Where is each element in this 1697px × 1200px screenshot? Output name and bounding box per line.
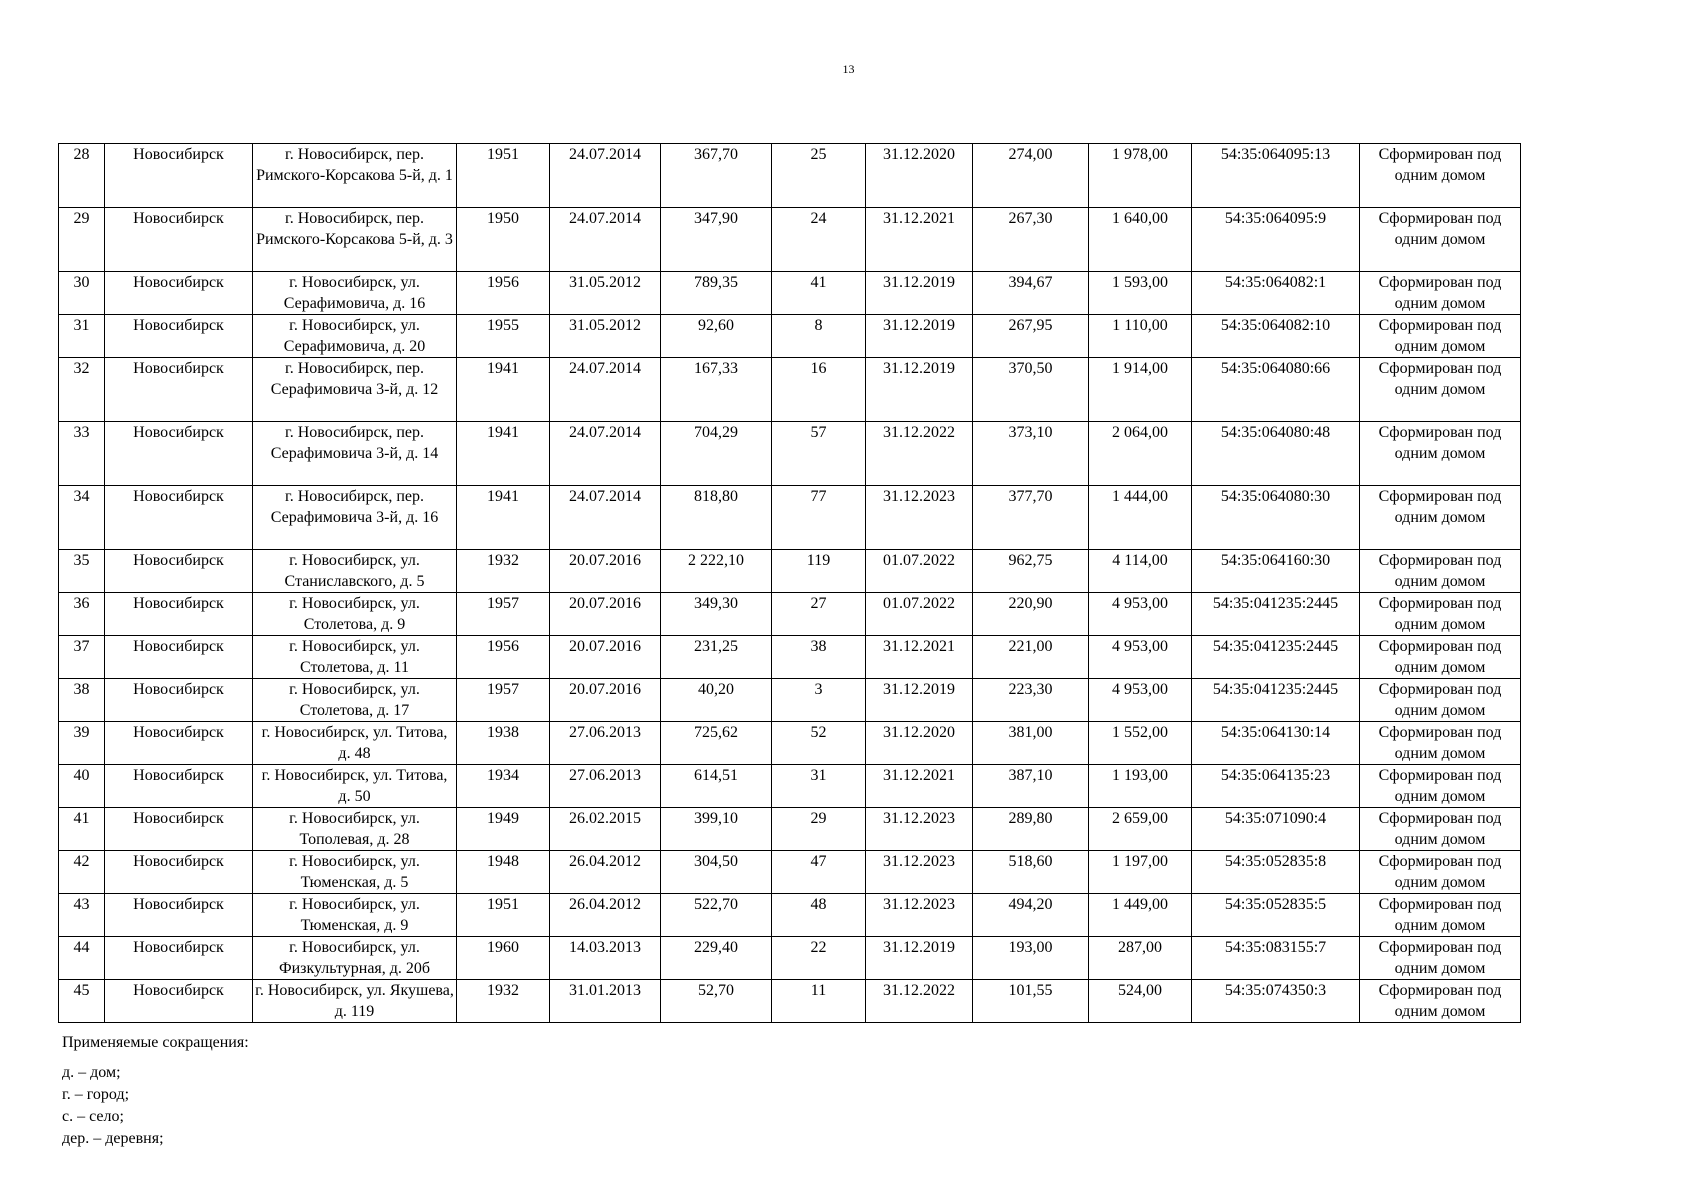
- year-cell: 1941: [457, 358, 550, 422]
- year-cell: 1938: [457, 722, 550, 765]
- table-row: [59, 550, 1521, 593]
- cadastral-number-cell: 54:35:064082:1: [1192, 272, 1360, 315]
- locality-cell: Новосибирск: [105, 636, 253, 679]
- row-number: 32: [59, 358, 105, 422]
- area-cell: 229,40: [661, 937, 772, 980]
- area-cell: 40,20: [661, 679, 772, 722]
- date-cell: 20.07.2016: [550, 593, 661, 636]
- status-cell: Сформирован под одним домом: [1360, 272, 1521, 315]
- abbreviations-title: Применяемые сокращения:: [62, 1034, 249, 1051]
- deadline-cell: 31.12.2019: [866, 358, 973, 422]
- land-area-cell: 1 914,00: [1089, 358, 1192, 422]
- year-cell: 1941: [457, 486, 550, 550]
- cadastral-number-cell: 54:35:052835:5: [1192, 894, 1360, 937]
- area2-cell: 274,00: [973, 144, 1089, 208]
- date-cell: 20.07.2016: [550, 550, 661, 593]
- year-cell: 1960: [457, 937, 550, 980]
- cadastral-number-cell: 54:35:064135:23: [1192, 765, 1360, 808]
- date-cell: 24.07.2014: [550, 486, 661, 550]
- row-number: 45: [59, 980, 105, 1023]
- area-cell: 367,70: [661, 144, 772, 208]
- locality-cell: Новосибирск: [105, 422, 253, 486]
- year-cell: 1941: [457, 422, 550, 486]
- status-cell: Сформирован под одним домом: [1360, 636, 1521, 679]
- cadastral-number-cell: 54:35:064160:30: [1192, 550, 1360, 593]
- address-cell: г. Новосибирск, ул. Столетова, д. 11: [253, 636, 457, 679]
- land-area-cell: 2 659,00: [1089, 808, 1192, 851]
- cadastral-number-cell: 54:35:064080:66: [1192, 358, 1360, 422]
- deadline-cell: 31.12.2021: [866, 636, 973, 679]
- date-cell: 27.06.2013: [550, 765, 661, 808]
- locality-cell: Новосибирск: [105, 851, 253, 894]
- locality-cell: Новосибирск: [105, 980, 253, 1023]
- housing-table: [58, 143, 1521, 1023]
- address-cell: г. Новосибирск, ул. Столетова, д. 17: [253, 679, 457, 722]
- cadastral-number-cell: 54:35:064082:10: [1192, 315, 1360, 358]
- land-area-cell: 1 197,00: [1089, 851, 1192, 894]
- date-cell: 26.04.2012: [550, 851, 661, 894]
- locality-cell: Новосибирск: [105, 679, 253, 722]
- locality-cell: Новосибирск: [105, 144, 253, 208]
- status-cell: Сформирован под одним домом: [1360, 593, 1521, 636]
- residents-cell: 11: [772, 980, 866, 1023]
- cadastral-number-cell: 54:35:074350:3: [1192, 980, 1360, 1023]
- abbreviation-item: д. – дом;: [62, 1064, 121, 1081]
- locality-cell: Новосибирск: [105, 808, 253, 851]
- date-cell: 24.07.2014: [550, 422, 661, 486]
- address-cell: г. Новосибирск, ул. Столетова, д. 9: [253, 593, 457, 636]
- residents-cell: 41: [772, 272, 866, 315]
- area2-cell: 193,00: [973, 937, 1089, 980]
- deadline-cell: 31.12.2019: [866, 272, 973, 315]
- area2-cell: 373,10: [973, 422, 1089, 486]
- row-number: 43: [59, 894, 105, 937]
- residents-cell: 119: [772, 550, 866, 593]
- land-area-cell: 2 064,00: [1089, 422, 1192, 486]
- deadline-cell: 31.12.2023: [866, 851, 973, 894]
- date-cell: 27.06.2013: [550, 722, 661, 765]
- cadastral-number-cell: 54:35:052835:8: [1192, 851, 1360, 894]
- row-number: 28: [59, 144, 105, 208]
- year-cell: 1948: [457, 851, 550, 894]
- year-cell: 1955: [457, 315, 550, 358]
- row-number: 42: [59, 851, 105, 894]
- date-cell: 26.04.2012: [550, 894, 661, 937]
- deadline-cell: 01.07.2022: [866, 550, 973, 593]
- area2-cell: 267,30: [973, 208, 1089, 272]
- area-cell: 167,33: [661, 358, 772, 422]
- area-cell: 725,62: [661, 722, 772, 765]
- area-cell: 304,50: [661, 851, 772, 894]
- address-cell: г. Новосибирск, ул. Титова, д. 50: [253, 765, 457, 808]
- year-cell: 1956: [457, 272, 550, 315]
- deadline-cell: 31.12.2020: [866, 144, 973, 208]
- cadastral-number-cell: 54:35:041235:2445: [1192, 636, 1360, 679]
- residents-cell: 31: [772, 765, 866, 808]
- locality-cell: Новосибирск: [105, 765, 253, 808]
- deadline-cell: 31.12.2023: [866, 894, 973, 937]
- address-cell: г. Новосибирск, ул. Серафимовича, д. 16: [253, 272, 457, 315]
- locality-cell: Новосибирск: [105, 486, 253, 550]
- status-cell: Сформирован под одним домом: [1360, 486, 1521, 550]
- table-row: [59, 208, 1521, 272]
- residents-cell: 52: [772, 722, 866, 765]
- address-cell: г. Новосибирск, ул. Титова, д. 48: [253, 722, 457, 765]
- status-cell: Сформирован под одним домом: [1360, 851, 1521, 894]
- table-row: [59, 144, 1521, 208]
- cadastral-number-cell: 54:35:071090:4: [1192, 808, 1360, 851]
- date-cell: 31.05.2012: [550, 272, 661, 315]
- area-cell: 818,80: [661, 486, 772, 550]
- year-cell: 1951: [457, 144, 550, 208]
- area2-cell: 370,50: [973, 358, 1089, 422]
- area2-cell: 267,95: [973, 315, 1089, 358]
- deadline-cell: 31.12.2023: [866, 808, 973, 851]
- abbreviations-notes: [62, 1032, 249, 1150]
- area2-cell: 387,10: [973, 765, 1089, 808]
- land-area-cell: 1 593,00: [1089, 272, 1192, 315]
- row-number: 29: [59, 208, 105, 272]
- area-cell: 349,30: [661, 593, 772, 636]
- cadastral-number-cell: 54:35:041235:2445: [1192, 679, 1360, 722]
- deadline-cell: 01.07.2022: [866, 593, 973, 636]
- date-cell: 24.07.2014: [550, 358, 661, 422]
- deadline-cell: 31.12.2022: [866, 422, 973, 486]
- deadline-cell: 31.12.2020: [866, 722, 973, 765]
- row-number: 30: [59, 272, 105, 315]
- cadastral-number-cell: 54:35:083155:7: [1192, 937, 1360, 980]
- row-number: 44: [59, 937, 105, 980]
- row-number: 41: [59, 808, 105, 851]
- area-cell: 704,29: [661, 422, 772, 486]
- row-number: 34: [59, 486, 105, 550]
- residents-cell: 77: [772, 486, 866, 550]
- page-number: 13: [842, 62, 855, 76]
- land-area-cell: 1 978,00: [1089, 144, 1192, 208]
- status-cell: Сформирован под одним домом: [1360, 937, 1521, 980]
- land-area-cell: 1 110,00: [1089, 315, 1192, 358]
- address-cell: г. Новосибирск, пер. Серафимовича 3-й, д. 12: [253, 358, 457, 422]
- status-cell: Сформирован под одним домом: [1360, 550, 1521, 593]
- land-area-cell: 524,00: [1089, 980, 1192, 1023]
- land-area-cell: 4 953,00: [1089, 679, 1192, 722]
- table-row: [59, 593, 1521, 636]
- address-cell: г. Новосибирск, ул. Тюменская, д. 9: [253, 894, 457, 937]
- status-cell: Сформирован под одним домом: [1360, 765, 1521, 808]
- address-cell: г. Новосибирск, ул. Тюменская, д. 5: [253, 851, 457, 894]
- area2-cell: 223,30: [973, 679, 1089, 722]
- area-cell: 614,51: [661, 765, 772, 808]
- residents-cell: 57: [772, 422, 866, 486]
- year-cell: 1932: [457, 550, 550, 593]
- area2-cell: 220,90: [973, 593, 1089, 636]
- date-cell: 24.07.2014: [550, 144, 661, 208]
- abbreviation-item: с. – село;: [62, 1108, 124, 1125]
- date-cell: 20.07.2016: [550, 679, 661, 722]
- area2-cell: 494,20: [973, 894, 1089, 937]
- area2-cell: 101,55: [973, 980, 1089, 1023]
- locality-cell: Новосибирск: [105, 315, 253, 358]
- land-area-cell: 4 953,00: [1089, 636, 1192, 679]
- table-row: [59, 486, 1521, 550]
- year-cell: 1957: [457, 593, 550, 636]
- area-cell: 399,10: [661, 808, 772, 851]
- address-cell: г. Новосибирск, ул. Серафимовича, д. 20: [253, 315, 457, 358]
- area2-cell: 518,60: [973, 851, 1089, 894]
- deadline-cell: 31.12.2021: [866, 765, 973, 808]
- status-cell: Сформирован под одним домом: [1360, 808, 1521, 851]
- area-cell: 789,35: [661, 272, 772, 315]
- residents-cell: 29: [772, 808, 866, 851]
- abbreviation-item: г. – город;: [62, 1086, 130, 1103]
- row-number: 36: [59, 593, 105, 636]
- locality-cell: Новосибирск: [105, 208, 253, 272]
- table-row: [59, 422, 1521, 486]
- residents-cell: 8: [772, 315, 866, 358]
- date-cell: 20.07.2016: [550, 636, 661, 679]
- area2-cell: 381,00: [973, 722, 1089, 765]
- deadline-cell: 31.12.2021: [866, 208, 973, 272]
- area-cell: 52,70: [661, 980, 772, 1023]
- deadline-cell: 31.12.2023: [866, 486, 973, 550]
- year-cell: 1950: [457, 208, 550, 272]
- cadastral-number-cell: 54:35:041235:2445: [1192, 593, 1360, 636]
- deadline-cell: 31.12.2022: [866, 980, 973, 1023]
- area-cell: 347,90: [661, 208, 772, 272]
- land-area-cell: 1 444,00: [1089, 486, 1192, 550]
- cadastral-number-cell: 54:35:064095:13: [1192, 144, 1360, 208]
- date-cell: 24.07.2014: [550, 208, 661, 272]
- date-cell: 14.03.2013: [550, 937, 661, 980]
- area2-cell: 377,70: [973, 486, 1089, 550]
- cadastral-number-cell: 54:35:064080:48: [1192, 422, 1360, 486]
- deadline-cell: 31.12.2019: [866, 679, 973, 722]
- locality-cell: Новосибирск: [105, 358, 253, 422]
- status-cell: Сформирован под одним домом: [1360, 358, 1521, 422]
- locality-cell: Новосибирск: [105, 722, 253, 765]
- area-cell: 231,25: [661, 636, 772, 679]
- status-cell: Сформирован под одним домом: [1360, 208, 1521, 272]
- row-number: 33: [59, 422, 105, 486]
- table-row: [59, 722, 1521, 765]
- land-area-cell: 1 193,00: [1089, 765, 1192, 808]
- row-number: 40: [59, 765, 105, 808]
- status-cell: Сформирован под одним домом: [1360, 679, 1521, 722]
- residents-cell: 16: [772, 358, 866, 422]
- locality-cell: Новосибирск: [105, 894, 253, 937]
- address-cell: г. Новосибирск, пер. Римского-Корсакова 5-й, д. 3: [253, 208, 457, 272]
- residents-cell: 24: [772, 208, 866, 272]
- row-number: 37: [59, 636, 105, 679]
- land-area-cell: 4 114,00: [1089, 550, 1192, 593]
- residents-cell: 38: [772, 636, 866, 679]
- area-cell: 522,70: [661, 894, 772, 937]
- status-cell: Сформирован под одним домом: [1360, 980, 1521, 1023]
- residents-cell: 48: [772, 894, 866, 937]
- address-cell: г. Новосибирск, ул. Якушева, д. 119: [253, 980, 457, 1023]
- locality-cell: Новосибирск: [105, 593, 253, 636]
- year-cell: 1932: [457, 980, 550, 1023]
- table-row: [59, 272, 1521, 315]
- deadline-cell: 31.12.2019: [866, 937, 973, 980]
- address-cell: г. Новосибирск, пер. Серафимовича 3-й, д. 16: [253, 486, 457, 550]
- cadastral-number-cell: 54:35:064095:9: [1192, 208, 1360, 272]
- table-row: [59, 636, 1521, 679]
- deadline-cell: 31.12.2019: [866, 315, 973, 358]
- land-area-cell: 1 552,00: [1089, 722, 1192, 765]
- area2-cell: 394,67: [973, 272, 1089, 315]
- address-cell: г. Новосибирск, ул. Станиславского, д. 5: [253, 550, 457, 593]
- residents-cell: 3: [772, 679, 866, 722]
- table-row: [59, 851, 1521, 894]
- area2-cell: 221,00: [973, 636, 1089, 679]
- year-cell: 1951: [457, 894, 550, 937]
- table-row: [59, 765, 1521, 808]
- land-area-cell: 1 449,00: [1089, 894, 1192, 937]
- address-cell: г. Новосибирск, пер. Серафимовича 3-й, д. 14: [253, 422, 457, 486]
- row-number: 31: [59, 315, 105, 358]
- table-row: [59, 937, 1521, 980]
- locality-cell: Новосибирск: [105, 550, 253, 593]
- year-cell: 1957: [457, 679, 550, 722]
- cadastral-number-cell: 54:35:064130:14: [1192, 722, 1360, 765]
- row-number: 39: [59, 722, 105, 765]
- residents-cell: 47: [772, 851, 866, 894]
- address-cell: г. Новосибирск, пер. Римского-Корсакова 5-й, д. 1: [253, 144, 457, 208]
- land-area-cell: 1 640,00: [1089, 208, 1192, 272]
- land-area-cell: 4 953,00: [1089, 593, 1192, 636]
- area2-cell: 962,75: [973, 550, 1089, 593]
- row-number: 35: [59, 550, 105, 593]
- cadastral-number-cell: 54:35:064080:30: [1192, 486, 1360, 550]
- status-cell: Сформирован под одним домом: [1360, 894, 1521, 937]
- address-cell: г. Новосибирск, ул. Тополевая, д. 28: [253, 808, 457, 851]
- row-number: 38: [59, 679, 105, 722]
- table-row: [59, 315, 1521, 358]
- locality-cell: Новосибирск: [105, 272, 253, 315]
- address-cell: г. Новосибирск, ул. Физкультурная, д. 20б: [253, 937, 457, 980]
- year-cell: 1934: [457, 765, 550, 808]
- status-cell: Сформирован под одним домом: [1360, 722, 1521, 765]
- status-cell: Сформирован под одним домом: [1360, 144, 1521, 208]
- residents-cell: 25: [772, 144, 866, 208]
- land-area-cell: 287,00: [1089, 937, 1192, 980]
- table-row: [59, 808, 1521, 851]
- status-cell: Сформирован под одним домом: [1360, 315, 1521, 358]
- date-cell: 26.02.2015: [550, 808, 661, 851]
- table-row: [59, 894, 1521, 937]
- status-cell: Сформирован под одним домом: [1360, 422, 1521, 486]
- locality-cell: Новосибирск: [105, 937, 253, 980]
- table-row: [59, 358, 1521, 422]
- area-cell: 2 222,10: [661, 550, 772, 593]
- residents-cell: 22: [772, 937, 866, 980]
- table-row: [59, 679, 1521, 722]
- year-cell: 1949: [457, 808, 550, 851]
- year-cell: 1956: [457, 636, 550, 679]
- abbreviation-item: дер. – деревня;: [62, 1130, 164, 1147]
- area-cell: 92,60: [661, 315, 772, 358]
- residents-cell: 27: [772, 593, 866, 636]
- table-row: [59, 980, 1521, 1023]
- date-cell: 31.01.2013: [550, 980, 661, 1023]
- area2-cell: 289,80: [973, 808, 1089, 851]
- date-cell: 31.05.2012: [550, 315, 661, 358]
